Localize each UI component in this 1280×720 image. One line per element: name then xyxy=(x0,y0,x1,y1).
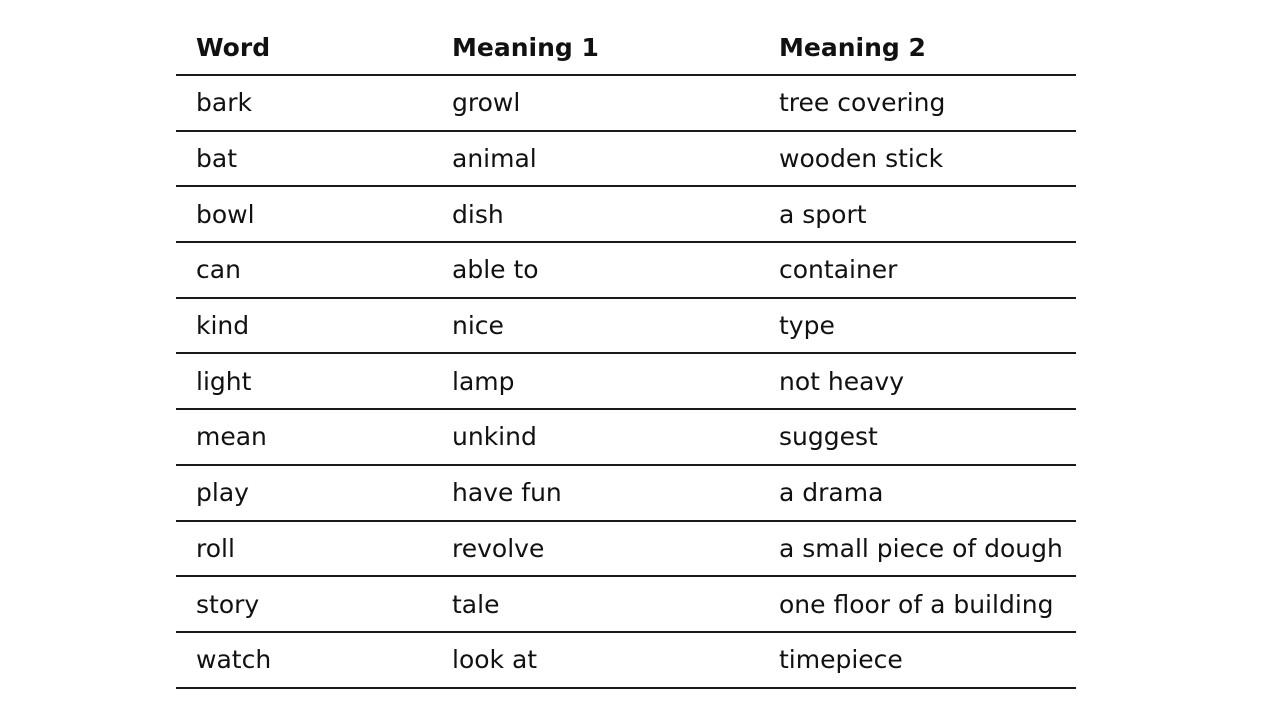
cell-meaning-2: container xyxy=(759,242,1076,298)
cell-meaning-2: wooden stick xyxy=(759,131,1076,187)
table-row xyxy=(176,465,1076,521)
table-row xyxy=(176,521,1076,577)
header-word: Word xyxy=(176,20,432,75)
cell-meaning-1: dish xyxy=(432,186,759,242)
cell-meaning-1: lamp xyxy=(432,353,759,409)
cell-meaning-1: have fun xyxy=(432,465,759,521)
table-row xyxy=(176,242,1076,298)
cell-word: bowl xyxy=(176,186,432,242)
cell-meaning-2: suggest xyxy=(759,409,1076,465)
cell-word: bark xyxy=(176,75,432,131)
cell-meaning-2: type xyxy=(759,298,1076,354)
cell-meaning-1: nice xyxy=(432,298,759,354)
cell-word: can xyxy=(176,242,432,298)
cell-meaning-2: one floor of a building xyxy=(759,576,1076,632)
cell-word: play xyxy=(176,465,432,521)
cell-word: story xyxy=(176,576,432,632)
cell-word: mean xyxy=(176,409,432,465)
cell-meaning-2: tree covering xyxy=(759,75,1076,131)
cell-word: roll xyxy=(176,521,432,577)
cell-meaning-2: not heavy xyxy=(759,353,1076,409)
cell-meaning-2: a small piece of dough xyxy=(759,521,1076,577)
table-row xyxy=(176,576,1076,632)
cell-meaning-2: a sport xyxy=(759,186,1076,242)
table-row xyxy=(176,353,1076,409)
homonym-table xyxy=(176,20,1076,689)
cell-meaning-1: unkind xyxy=(432,409,759,465)
cell-meaning-1: tale xyxy=(432,576,759,632)
cell-meaning-1: look at xyxy=(432,632,759,688)
table-row xyxy=(176,186,1076,242)
table-row xyxy=(176,75,1076,131)
cell-word: light xyxy=(176,353,432,409)
table-header-row xyxy=(176,20,1076,75)
cell-meaning-2: a drama xyxy=(759,465,1076,521)
cell-meaning-1: animal xyxy=(432,131,759,187)
table-row xyxy=(176,409,1076,465)
header-meaning-1: Meaning 1 xyxy=(432,20,759,75)
cell-word: bat xyxy=(176,131,432,187)
cell-meaning-1: growl xyxy=(432,75,759,131)
cell-meaning-1: revolve xyxy=(432,521,759,577)
cell-word: watch xyxy=(176,632,432,688)
cell-word: kind xyxy=(176,298,432,354)
cell-meaning-2: timepiece xyxy=(759,632,1076,688)
table-row xyxy=(176,632,1076,688)
table-row xyxy=(176,298,1076,354)
table-row xyxy=(176,131,1076,187)
cell-meaning-1: able to xyxy=(432,242,759,298)
header-meaning-2: Meaning 2 xyxy=(759,20,1076,75)
